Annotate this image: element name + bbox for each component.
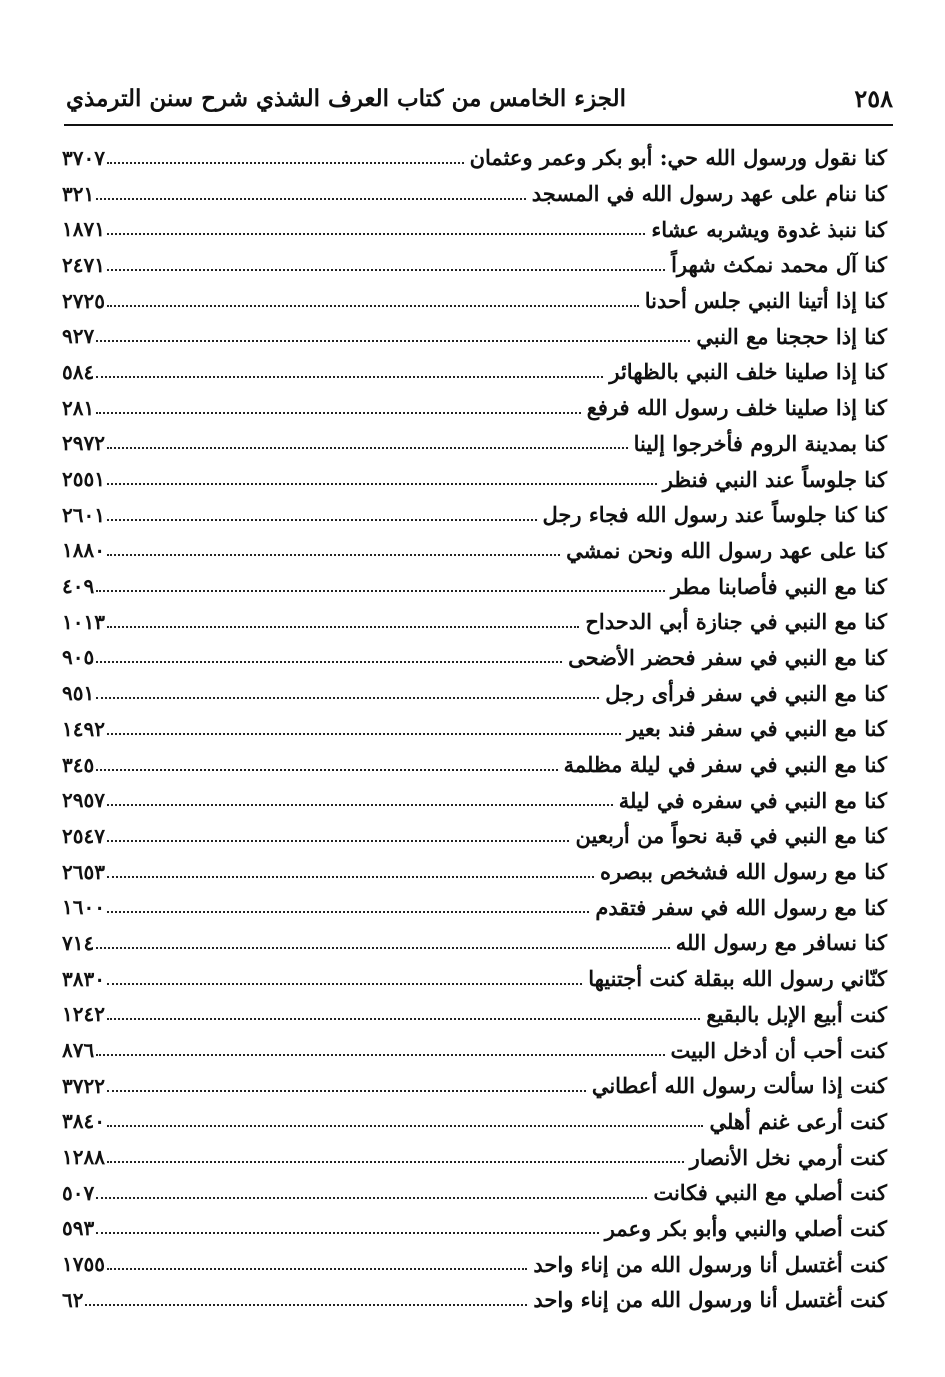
entry-text: كنا على عهد رسول الله ونحن نمشي [566, 537, 887, 563]
entry-text: كنا إذا أتينا النبي جلس أحدنا [644, 288, 887, 314]
dot-leader [107, 233, 645, 235]
index-entry [62, 390, 887, 426]
dot-leader [107, 733, 621, 735]
index-entry [62, 1068, 887, 1104]
entry-text: كنت أرعى غنم أهلي [709, 1108, 887, 1134]
hadith-number: ١٤٩٢ [62, 716, 105, 741]
index-entry [62, 1139, 887, 1175]
entry-text: كنت أصلي والنبي وأبو بكر وعمر [604, 1215, 887, 1241]
index-entry [62, 925, 887, 961]
dot-leader [107, 1090, 586, 1092]
hadith-number: ١٨٨٠ [62, 538, 105, 563]
hadith-number: ٨٧٦ [62, 1038, 95, 1063]
index-entry [62, 1211, 887, 1247]
hadith-number: ٩٥١ [62, 681, 95, 706]
index-entry [62, 854, 887, 890]
dot-leader [107, 983, 582, 985]
index-entry [62, 354, 887, 390]
hadith-number: ٢٩٧٢ [62, 431, 105, 456]
entry-text: كنا مع رسول الله في سفر فتقدم [595, 894, 887, 920]
entry-text: كنا مع النبي في جنازة أبي الدحداح [585, 609, 887, 635]
dot-leader [107, 447, 628, 449]
index-entry [62, 318, 887, 354]
dot-leader [96, 1197, 647, 1199]
index-entry [62, 747, 887, 783]
index-entry [62, 247, 887, 283]
index-entry [62, 461, 887, 497]
hadith-number: ١٢٨٨ [62, 1145, 105, 1170]
index-entry [62, 568, 887, 604]
index-entry [62, 140, 887, 176]
index-entry [62, 640, 887, 676]
header-rule [64, 124, 893, 126]
dot-leader [107, 911, 589, 913]
entry-text: كنت أرمي نخل الأنصار [689, 1144, 887, 1170]
hadith-number: ٥٩٣ [62, 1216, 95, 1241]
entry-text: كنا مع النبي في سفر فند بعير [626, 716, 887, 742]
hadith-number: ٣٧٠٧ [62, 145, 105, 170]
hadith-number: ٢٥٥١ [62, 467, 105, 492]
running-header [66, 78, 893, 118]
index-entry [62, 604, 887, 640]
entry-text: كنت إذا سألت رسول الله أعطاني [591, 1073, 887, 1099]
hadith-number: ٢٩٥٧ [62, 788, 105, 813]
index-entry [62, 1104, 887, 1140]
hadith-number: ٢٤٧١ [62, 252, 105, 277]
dot-leader [96, 769, 557, 771]
hadith-number: ١٢٤٢ [62, 1002, 105, 1027]
entry-text: كنا آل محمد نمكث شهراً [671, 252, 887, 278]
dot-leader [96, 1054, 664, 1056]
entry-text: كنا مع النبي في قبة نحواً من أربعين [575, 823, 887, 849]
entry-text: كنا كنا جلوساً عند رسول الله فجاء رجل [542, 502, 887, 528]
entry-text: كنا نقول ورسول الله حي: أبو بكر وعمر وعثمان [469, 145, 887, 171]
dot-leader [107, 305, 639, 307]
entry-text: كنا مع النبي فأصابنا مطر [670, 573, 887, 599]
hadith-number: ١٦٠٠ [62, 895, 105, 920]
hadith-number: ٧١٤ [62, 930, 95, 955]
dot-leader [107, 269, 665, 271]
dot-leader [107, 519, 537, 521]
entry-text: كنا إذا صلينا خلف النبي بالظهائر [609, 359, 887, 385]
dot-leader [107, 1161, 684, 1163]
index-entry [62, 1175, 887, 1211]
index-entry [62, 211, 887, 247]
dot-leader [107, 626, 579, 628]
dot-leader [107, 483, 657, 485]
dot-leader [96, 1232, 598, 1234]
entry-text: كنت أغتسل أنا ورسول الله من إناء واحد [533, 1251, 887, 1277]
hadith-number: ٣٧٢٢ [62, 1073, 105, 1098]
dot-leader [96, 198, 526, 200]
index-entry [62, 283, 887, 319]
entry-text: كنا ننام على عهد رسول الله في المسجد [531, 181, 887, 207]
entry-text: كنا بمدينة الروم فأخرجوا إلينا [633, 430, 887, 456]
index-entry [62, 675, 887, 711]
entry-text: كنا مع النبي في سفر فحضر الأضحى [568, 644, 887, 670]
dot-leader [96, 412, 580, 414]
dot-leader [107, 162, 464, 164]
index-entry [62, 426, 887, 462]
entry-text: كنت أصلي مع النبي فكانت [653, 1180, 887, 1206]
hadith-number: ٣٢١ [62, 181, 95, 206]
hadith-number: ١٠١٣ [62, 609, 105, 634]
index-entry [62, 889, 887, 925]
index-entry [62, 1246, 887, 1282]
hadith-number: ٩٢٧ [62, 324, 95, 349]
hadith-number: ١٨٧١ [62, 217, 105, 242]
hadith-number: ٤٠٩ [62, 574, 95, 599]
entry-text: كنا ننبذ غدوة ويشربه عشاء [651, 216, 887, 242]
dot-leader [96, 590, 665, 592]
index-entry [62, 497, 887, 533]
running-title: الجزء الخامس من كتاب العرف الشذي شرح سنن الترمذي [66, 84, 627, 112]
index-entry [62, 1032, 887, 1068]
hadith-number: ٢٥٤٧ [62, 823, 105, 848]
index-entry [62, 961, 887, 997]
dot-leader [107, 876, 594, 878]
entry-text: كنا نسافر مع رسول الله [675, 930, 887, 956]
hadith-number: ٣٨٤٠ [62, 1109, 105, 1134]
dot-leader [96, 376, 603, 378]
hadith-number: ١٧٥٥ [62, 1252, 105, 1277]
dot-leader [96, 340, 690, 342]
index-entry [62, 782, 887, 818]
hadith-number: ٥٨٤ [62, 359, 95, 384]
hadith-number: ٢٦٠١ [62, 502, 105, 527]
entry-text: كنت أبيع الإبل بالبقيع [706, 1001, 887, 1027]
index-entry [62, 997, 887, 1033]
dot-leader [96, 661, 562, 663]
entry-text: كنا مع رسول الله فشخص ببصره [599, 859, 887, 885]
hadith-number: ٢٧٢٥ [62, 288, 105, 313]
entry-text: كنت أحب أن أدخل البيت [670, 1037, 887, 1063]
hadith-number: ٦٢ [62, 1287, 84, 1312]
index-entry [62, 1282, 887, 1318]
hadith-number: ٣٤٥ [62, 752, 95, 777]
index-entry [62, 176, 887, 212]
entry-text: كنا مع النبي في سفر فرأى رجل [605, 680, 887, 706]
entry-text: كنت أغتسل أنا ورسول الله من إناء واحد [533, 1287, 887, 1313]
dot-leader [85, 1304, 527, 1306]
entry-text: كنا إذا حججنا مع النبي [696, 323, 887, 349]
hadith-index-list [62, 140, 887, 1318]
entry-text: كنّاني رسول الله ببقلة كنت أجتنيها [588, 966, 887, 992]
dot-leader [107, 804, 613, 806]
hadith-number: ٢٨١ [62, 395, 95, 420]
dot-leader [107, 840, 570, 842]
page-number: ٢٥٨ [854, 83, 893, 113]
dot-leader [107, 1125, 703, 1127]
hadith-number: ٢٦٥٣ [62, 859, 105, 884]
index-entry [62, 711, 887, 747]
dot-leader [96, 947, 669, 949]
dot-leader [96, 697, 599, 699]
hadith-number: ٣٨٣٠ [62, 966, 105, 991]
entry-text: كنا جلوساً عند النبي فنظر [662, 466, 887, 492]
index-entry [62, 533, 887, 569]
hadith-number: ٩٠٥ [62, 645, 95, 670]
dot-leader [107, 1268, 527, 1270]
entry-text: كنا إذا صلينا خلف رسول الله فرفع [586, 395, 887, 421]
hadith-number: ٥٠٧ [62, 1180, 95, 1205]
entry-text: كنا مع النبي في سفره في ليلة [618, 787, 887, 813]
dot-leader [107, 554, 560, 556]
entry-text: كنا مع النبي في سفر في ليلة مظلمة [563, 752, 887, 778]
index-entry [62, 818, 887, 854]
dot-leader [107, 1018, 700, 1020]
